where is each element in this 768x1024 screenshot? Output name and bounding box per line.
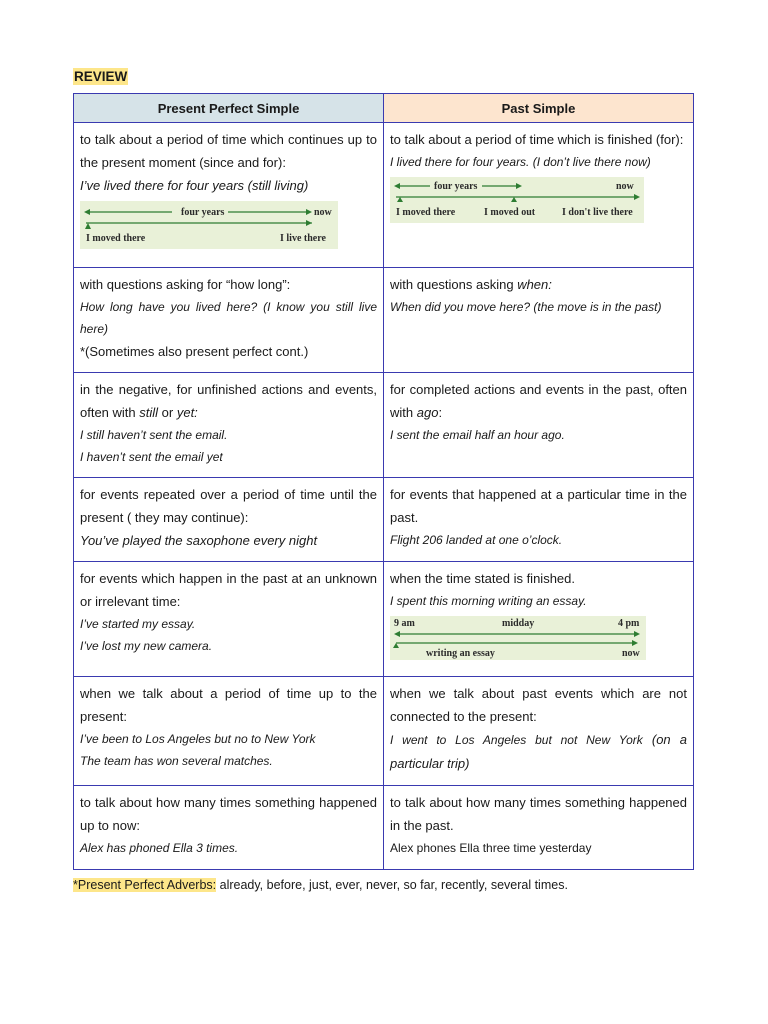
- cell-present-perfect: [74, 268, 384, 373]
- example-text: I haven’t sent the email yet: [80, 450, 223, 464]
- cell-present-perfect: [74, 677, 384, 786]
- label-i-moved-there: I moved there: [86, 233, 146, 244]
- table-row: [74, 268, 694, 373]
- usage-text: to talk about how many times something happened in the past.: [390, 795, 687, 833]
- usage-text: to talk about a period of time which is finished (for):: [390, 132, 684, 147]
- example-text: I still haven’t sent the email.: [80, 428, 228, 442]
- label-four-years: four years: [434, 181, 478, 192]
- note-text: *(Sometimes also present perfect cont.): [80, 344, 309, 359]
- usage-text: for events repeated over a period of time until the present ( they may continue):: [80, 487, 377, 525]
- usage-text: to talk about how many times something happened up to now:: [80, 795, 377, 833]
- cell-present-perfect: [74, 562, 384, 677]
- example-text: The team has won several matches.: [80, 754, 273, 768]
- usage-text: when the time stated is finished.: [390, 571, 575, 586]
- label-i-moved-there: I moved there: [396, 207, 456, 218]
- example-text: Alex phones Ella three time yesterday: [390, 841, 592, 855]
- cell-past-simple: [384, 478, 694, 562]
- cell-past-simple: [384, 562, 694, 677]
- usage-text: for events which happen in the past at an unknown or irrelevant time:: [80, 571, 377, 609]
- adverbs-footnote-label: *Present Perfect Adverbs:: [73, 878, 217, 892]
- example-text: Alex has phoned Ella 3 times.: [80, 841, 239, 855]
- table-row: [74, 123, 694, 268]
- cell-present-perfect: [74, 373, 384, 478]
- example-text: Flight 206 landed at one o’clock.: [390, 533, 563, 547]
- timeline-four-years-now: [80, 201, 338, 249]
- example-text: I’ve started my essay.: [80, 617, 196, 631]
- usage-text: with questions asking for “how long”:: [80, 277, 291, 292]
- table-row: [74, 478, 694, 562]
- example-text: I lived there for four years. (I don’t live there now): [390, 155, 651, 169]
- example-text: I’ve lived there for four years (still living): [80, 178, 309, 193]
- label-now: now: [314, 207, 332, 218]
- label-i-dont-live-there: I don't live there: [562, 207, 633, 218]
- label-now: now: [616, 181, 634, 192]
- label-i-moved-out: I moved out: [484, 207, 536, 218]
- example-text: You’ve played the saxophone every night: [80, 533, 318, 548]
- header-present-perfect: Present Perfect Simple: [74, 94, 384, 123]
- table-header-row: [74, 94, 694, 123]
- usage-text: when we talk about past events which are not connected to the present:: [390, 686, 687, 724]
- label-four-years: four years: [181, 207, 225, 218]
- table-row: [74, 786, 694, 870]
- cell-past-simple: [384, 268, 694, 373]
- usage-text: to talk about a period of time which continues up to the present moment (since and for):: [80, 132, 377, 170]
- usage-text: with questions asking when:: [390, 277, 552, 292]
- usage-text: in the negative, for unfinished actions and events, often with still or yet:: [80, 382, 377, 420]
- example-text: I’ve lost my new camera.: [80, 639, 213, 653]
- label-midday: midday: [502, 618, 535, 629]
- usage-text: for events that happened at a particular time in the past.: [390, 487, 687, 525]
- example-text: I went to Los Angeles but not New York (on a particular trip): [390, 732, 687, 771]
- adverbs-footnote: [73, 877, 568, 893]
- usage-text: for completed actions and events in the past, often with ago:: [390, 382, 687, 420]
- cell-present-perfect: [74, 478, 384, 562]
- example-text: I sent the email half an hour ago.: [390, 428, 565, 442]
- header-past-simple: Past Simple: [384, 94, 694, 123]
- label-4pm: 4 pm: [618, 618, 640, 629]
- label-i-live-there: I live there: [280, 233, 326, 244]
- cell-past-simple: [384, 786, 694, 870]
- cell-present-perfect: [74, 786, 384, 870]
- tense-comparison-table: [73, 93, 694, 870]
- cell-past-simple: [384, 677, 694, 786]
- label-9am: 9 am: [394, 618, 415, 629]
- table-row: [74, 373, 694, 478]
- example-text: How long have you lived here? (I know you still live here): [80, 300, 377, 336]
- cell-past-simple: [384, 373, 694, 478]
- adverbs-footnote-list: already, before, just, ever, never, so far, recently, several times.: [216, 878, 568, 892]
- label-writing-an-essay: writing an essay: [426, 648, 495, 659]
- label-now: now: [622, 648, 640, 659]
- cell-past-simple: [384, 123, 694, 268]
- review-title: REVIEW: [74, 69, 128, 84]
- example-text: When did you move here? (the move is in the past): [390, 300, 662, 314]
- example-text: I spent this morning writing an essay.: [390, 594, 587, 608]
- example-text: I’ve been to Los Angeles but no to New York: [80, 732, 316, 746]
- usage-text: when we talk about a period of time up to the present:: [80, 686, 377, 724]
- timeline-morning-essay: [390, 616, 646, 660]
- table-row: [74, 562, 694, 677]
- cell-present-perfect: [74, 123, 384, 268]
- timeline-four-years-finished: [390, 177, 644, 223]
- table-row: [74, 677, 694, 786]
